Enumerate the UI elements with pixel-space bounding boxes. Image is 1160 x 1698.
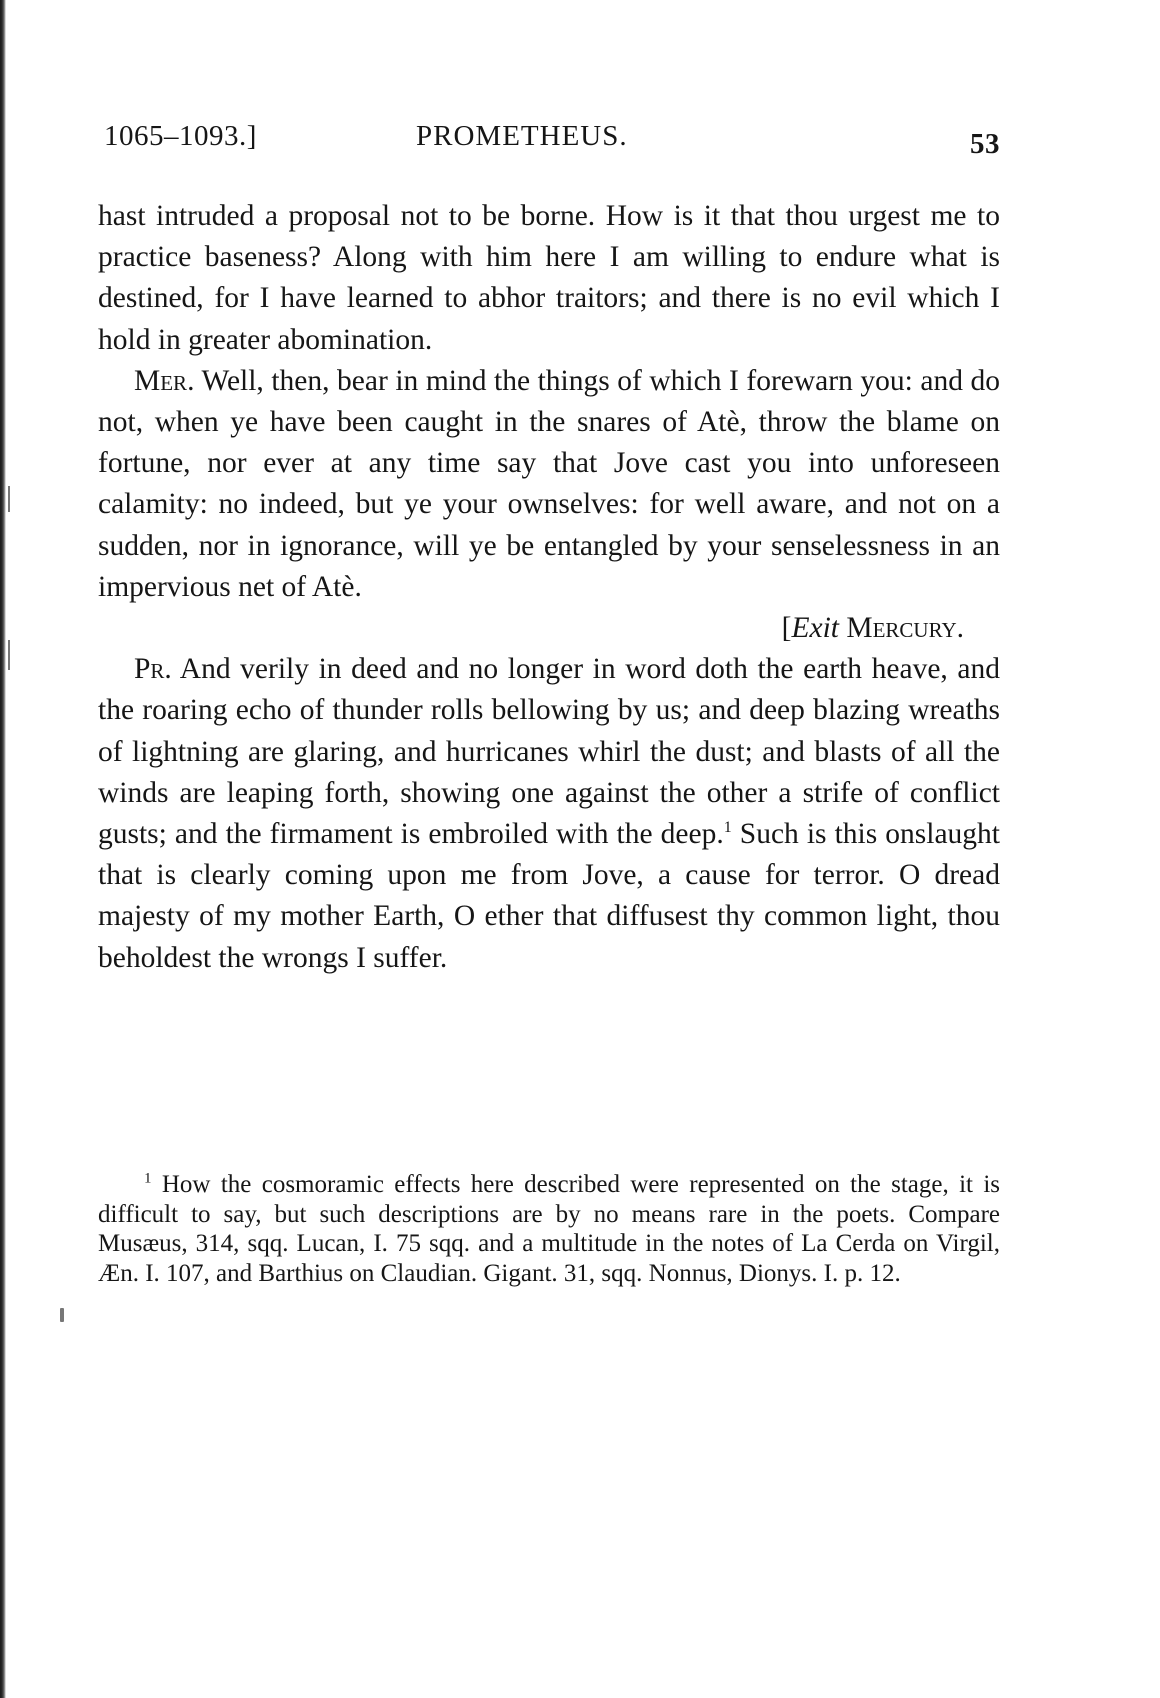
- ink-speck: [8, 486, 10, 512]
- speaker-label: Pr.: [134, 653, 172, 686]
- stage-character: Mercury.: [838, 612, 964, 645]
- speech-text: And verily in deed and no longer in word doth the earth heave, and the roaring echo of thunder rolls bellowing by us; and deep blazing wreaths of lightning are glaring, and hurricanes whirl the dust; and blasts of all the winds are leaping forth, showing one against the other a strife of conflict gusts; and the firmament is embroiled with the deep.: [98, 653, 1000, 851]
- speaker-label: Mer.: [134, 364, 195, 397]
- main-text: [98, 196, 1000, 979]
- stage-bracket: [: [781, 612, 792, 645]
- speech-text-continued: Such is this onslaught that is clearly coming upon me from Jove, a cause for terror. O dread majesty of my mother Earth, O ether that diffusest thy common light, thou beholdest the wrongs I suffer.: [98, 818, 1000, 974]
- ink-speck: [8, 640, 10, 670]
- stage-direction: [98, 608, 1000, 649]
- footnote-number: 1: [144, 1170, 152, 1187]
- line-range: 1065–1093.]: [104, 120, 257, 152]
- stage-exit: Exit: [791, 612, 839, 645]
- footnote-text: How the cosmoramic effects here described were represented on the stage, it is difficult to say, but such descriptions are by no means rare in the poets. Compare Musæus, 314, sqq. Lucan, I. 75 sqq. and a multitude in the notes of La Cerda on Virgil, Æn. I. 107, and Barthius on Claudian. Gigant. 31, sqq. Nonnus, Dionys. I. p. 12.: [98, 1171, 1000, 1287]
- footnote-reference: 1: [723, 819, 732, 837]
- page-binding-edge: [0, 0, 6, 1698]
- paragraph-prometheus-reply: hast intruded a proposal not to be borne. How is it that thou urgest me to practice baseness? Along with him here I am willing to endure what is destined, for I have learned to abhor traitors; and there is no evil which I hold in greater abomination.: [98, 200, 1000, 356]
- running-title: PROMETHEUS.: [416, 120, 628, 152]
- page-number: 53: [970, 128, 1000, 160]
- speech-text: Well, then, bear in mind the things of which I forewarn you: and do not, when ye have been caught in the snares of Atè, throw the blame on fortune, nor ever at any time say that Jove cast you into unforeseen calamity: no indeed, but ye your ownselves: for well aware, and not on a sudden, nor in ignorance, will ye be entangled by your senselessness in an impervious net of Atè.: [98, 364, 1000, 603]
- paragraph-mercury-speech: [98, 361, 1000, 608]
- paragraph-prometheus-speech: [98, 649, 1000, 979]
- running-header: [96, 120, 1000, 160]
- footnote: [98, 1170, 1000, 1288]
- ink-speck: [60, 1308, 64, 1322]
